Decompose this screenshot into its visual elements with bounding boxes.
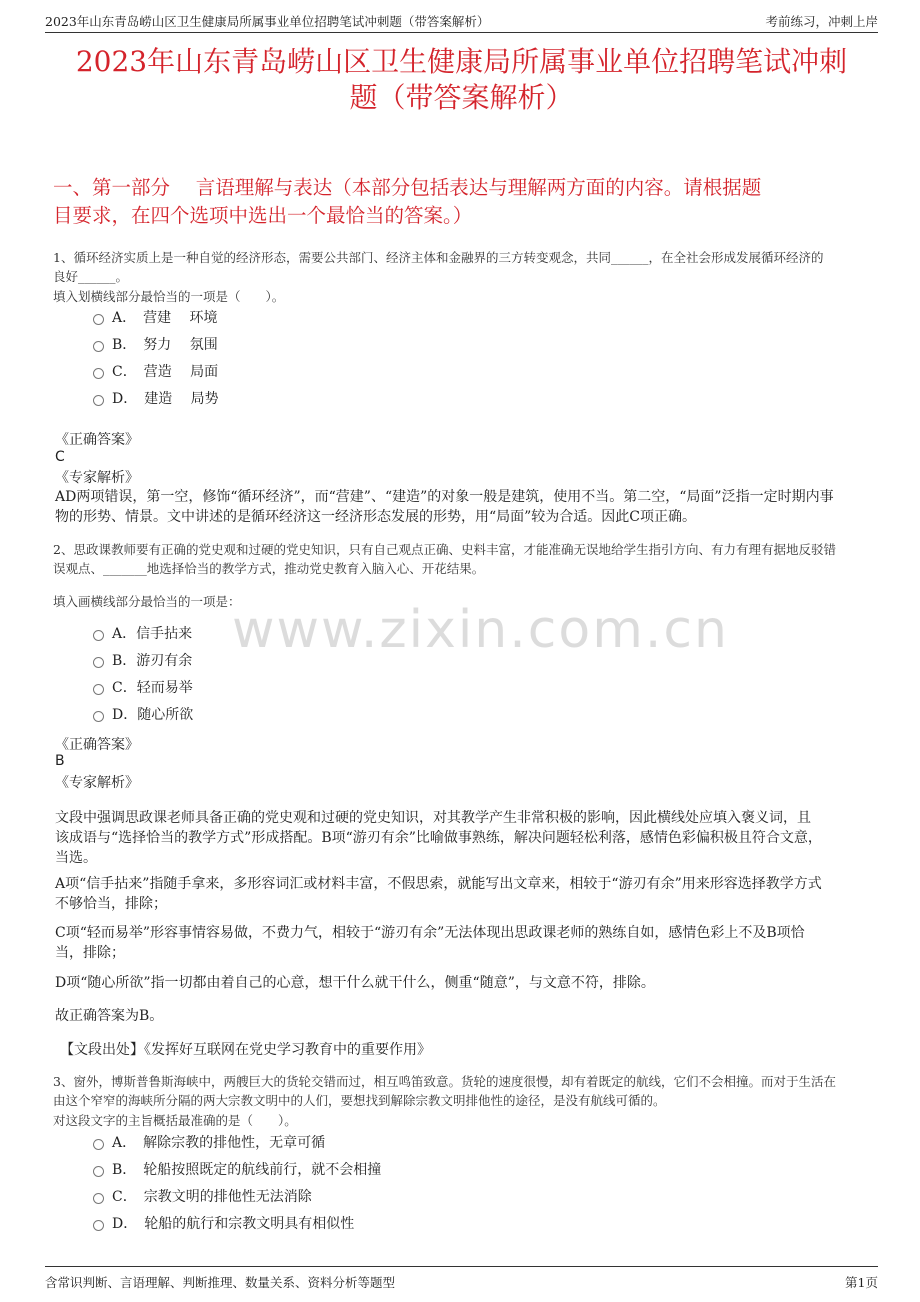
line: 该成语与“选择恰当的教学方式”形成搭配。B项“游刃有余”比喻做事熟练，解决问题轻松利落，感情色彩偏积极且符合文意，: [55, 830, 822, 846]
option-label: C． 营造 局面: [112, 364, 219, 380]
q3-option-a[interactable]: [93, 1132, 325, 1154]
page-footer: [45, 1266, 878, 1290]
footer-topics: 含常识判断、言语理解、判断推理、数量关系、资料分析等题型: [45, 1275, 396, 1290]
q2-conclusion: 故正确答案为B。: [55, 1008, 164, 1024]
question-2-stem-line-1: 2、思政课教师要有正确的党史观和过硬的党史知识，只有自己观点正确、史料丰富，才能准确无误地给学生指引方向、有力有理有据地反驳错: [53, 542, 836, 557]
section-heading: [53, 174, 865, 230]
q2-option-a[interactable]: [93, 623, 192, 645]
line: 不够恰当，排除；: [55, 896, 167, 912]
title-line-2: 题（带答案解析）: [349, 81, 574, 114]
question-2-stem: [53, 540, 870, 578]
question-1-stem: [53, 248, 870, 286]
q2-analysis-paragraph-3: [55, 923, 880, 963]
q2-analysis-paragraph-1: [55, 808, 880, 868]
option-label: A．信手拈来: [112, 626, 193, 642]
q2-analysis-label: 《专家解析》: [55, 775, 139, 791]
q2-answer-label: 《正确答案》: [55, 737, 139, 753]
q2-option-b[interactable]: [93, 650, 192, 672]
q2-option-d[interactable]: [93, 704, 193, 726]
question-3-stem-line-1: 3、窗外，博斯普鲁斯海峡中，两艘巨大的货轮交错而过，相互鸣笛致意。货轮的速度很慢，却有着既定的航线，它们不会相撞。而对于生活在: [53, 1074, 836, 1089]
line: C项“轻而易举”形容事情容易做，不费力气，相较于“游刃有余”无法体现出思政课老师的熟练自如，感情色彩上不及B项恰: [55, 925, 805, 941]
q1-option-b[interactable]: [93, 334, 218, 356]
option-label: D． 轮船的航行和宗教文明具有相似性: [112, 1216, 355, 1232]
radio-icon[interactable]: [93, 368, 104, 379]
q2-answer: B: [55, 753, 65, 769]
q1-analysis-label: 《专家解析》: [55, 470, 139, 486]
watermark: www.zixin.com.cn: [232, 600, 729, 660]
title-line-1: 2023年山东青岛崂山区卫生健康局所属事业单位招聘笔试冲刺: [75, 45, 848, 78]
q2-analysis-paragraph-4: D项“随心所欲”指一切都由着自己的心意，想干什么就干什么，侧重“随意”，与文意不符，排除。: [55, 975, 655, 991]
q1-answer-label: 《正确答案》: [55, 432, 139, 448]
radio-icon[interactable]: [93, 341, 104, 352]
radio-icon[interactable]: [93, 657, 104, 668]
q1-analysis: [55, 487, 880, 527]
q3-option-c[interactable]: [93, 1186, 312, 1208]
q1-analysis-line-2: 物的形势、情景。文中讲述的是循环经济这一经济形态发展的形势，用“局面”较为合适。因此C项正确。: [55, 509, 697, 525]
q1-option-c[interactable]: [93, 361, 218, 383]
radio-icon[interactable]: [93, 1139, 104, 1150]
question-1-prompt: 填入划横线部分最恰当的一项是（ ）。: [53, 289, 285, 304]
header-slogan: 考前练习，冲刺上岸: [765, 14, 878, 29]
q3-option-b[interactable]: [93, 1159, 381, 1181]
radio-icon[interactable]: [93, 1166, 104, 1177]
radio-icon[interactable]: [93, 1193, 104, 1204]
page-number: 第1页: [845, 1275, 878, 1290]
question-3-prompt: 对这段文字的主旨概括最准确的是（ ）。: [53, 1113, 297, 1128]
radio-icon[interactable]: [93, 711, 104, 722]
question-3-stem-line-2: 由这个窄窄的海峡所分隔的两大宗教文明中的人们，要想找到解除宗教文明排他性的途径，是没有航线可循的。: [53, 1093, 666, 1108]
question-1-stem-line-1: 1、循环经济实质上是一种自觉的经济形态，需要公共部门、经济主体和金融界的三方转变观念，共同______，在全社会形成发展循环经济的: [53, 250, 824, 265]
q2-source: 【文段出处】《发挥好互联网在党史学习教育中的重要作用》: [60, 1042, 431, 1058]
radio-icon[interactable]: [93, 630, 104, 641]
option-label: D．随心所欲: [112, 707, 194, 723]
question-3-stem: [53, 1072, 870, 1110]
q1-option-d[interactable]: [93, 388, 219, 410]
page-header: [45, 12, 878, 33]
option-label: C． 宗教文明的排他性无法消除: [112, 1189, 312, 1205]
line: 当，排除；: [55, 945, 125, 961]
option-label: C．轻而易举: [112, 680, 193, 696]
line: A项“信手拈来”指随手拿来，多形容词汇或材料丰富，不假思索，就能写出文章来，相较于“游刃有余”用来形容选择教学方式: [55, 876, 822, 892]
question-1-stem-line-2: 良好______。: [53, 269, 129, 284]
radio-icon[interactable]: [93, 314, 104, 325]
q2-analysis-paragraph-2: [55, 874, 880, 914]
question-2-stem-line-2: 误观点、_______地选择恰当的教学方式，推动党史教育入脑入心、开花结果。: [53, 561, 485, 576]
line: 当选。: [55, 850, 97, 866]
question-2-prompt: 填入画横线部分最恰当的一项是：: [53, 594, 241, 609]
section-line-1: 一、第一部分 言语理解与表达（本部分包括表达与理解两方面的内容。请根据题: [53, 176, 762, 199]
q3-option-d[interactable]: [93, 1213, 354, 1235]
option-label: A． 营建 环境: [112, 310, 218, 326]
option-label: B．游刃有余: [112, 653, 193, 669]
option-label: A． 解除宗教的排他性，无章可循: [112, 1135, 326, 1151]
q1-option-a[interactable]: [93, 307, 218, 329]
section-line-2: 目要求，在四个选项中选出一个最恰当的答案。）: [53, 204, 473, 227]
radio-icon[interactable]: [93, 684, 104, 695]
line: 文段中强调思政课老师具备正确的党史观和过硬的党史知识，对其教学产生非常积极的影响，因此横线处应填入褒义词，且: [55, 810, 811, 826]
radio-icon[interactable]: [93, 1220, 104, 1231]
option-label: D． 建造 局势: [112, 391, 219, 407]
page-title: [45, 44, 878, 116]
radio-icon[interactable]: [93, 395, 104, 406]
q1-answer: C: [55, 449, 65, 465]
option-label: B． 轮船按照既定的航线前行，就不会相撞: [112, 1162, 382, 1178]
option-label: B． 努力 氛围: [112, 337, 218, 353]
q1-analysis-line-1: AD两项错误，第一空，修饰“循环经济”，而“营建”、“建造”的对象一般是建筑，使用不当。第二空，“局面”泛指一定时期内事: [55, 489, 834, 505]
q2-option-c[interactable]: [93, 677, 193, 699]
header-title: 2023年山东青岛崂山区卫生健康局所属事业单位招聘笔试冲刺题（带答案解析）: [45, 14, 490, 29]
